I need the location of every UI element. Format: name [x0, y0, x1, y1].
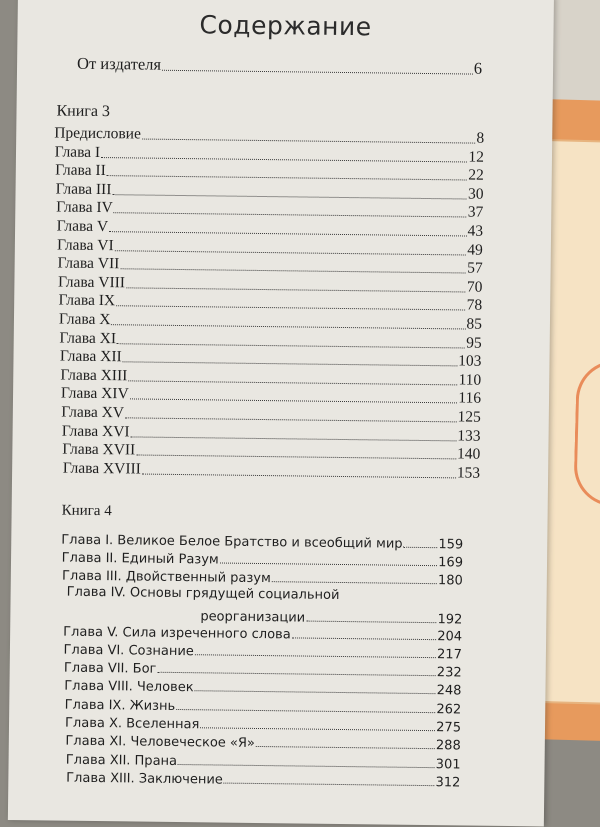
dot-leader	[178, 763, 435, 768]
toc-entry-page: 288	[435, 738, 461, 754]
toc-entry-label: Глава IX. Жизнь	[64, 697, 176, 714]
toc-entry-label: Глава XV	[61, 403, 125, 422]
dot-leader	[272, 580, 437, 584]
toc-entry-label: Глава XVI	[61, 422, 130, 440]
toc-entry-page: 248	[436, 683, 462, 699]
toc-entry-page: 153	[456, 464, 481, 482]
toc-entry-page: 116	[458, 389, 482, 408]
toc-entry-label: Глава IV	[56, 198, 113, 217]
toc-entry-label: Глава IV. Основы грядущей социальной	[66, 584, 340, 603]
dot-leader	[195, 689, 436, 694]
toc-entry-page: 57	[467, 259, 483, 277]
dot-leader	[220, 562, 437, 567]
dot-leader	[306, 620, 436, 624]
toc-entry-page: 169	[438, 555, 464, 571]
toc-entry-label: Глава XI. Человеческое «Я»	[65, 733, 256, 751]
toc-entry-page: 49	[467, 241, 483, 259]
toc-entry-label: Глава III	[55, 180, 112, 198]
toc-entry-page: 140	[456, 445, 481, 463]
dot-leader	[200, 726, 435, 731]
dot-leader	[112, 193, 467, 199]
dot-leader	[116, 305, 466, 311]
toc-entry-page: 232	[436, 665, 462, 681]
toc-entry-page: 133	[457, 426, 481, 445]
dot-leader	[128, 379, 457, 385]
dot-leader	[224, 782, 435, 787]
toc-entry-label: Глава VII	[57, 254, 120, 273]
toc-entry-label: От издателя	[76, 53, 162, 74]
toc-entry	[66, 769, 460, 791]
toc-entry-page: 204	[437, 629, 463, 645]
dot-leader	[130, 398, 458, 404]
dot-leader	[157, 671, 435, 676]
toc-entry-label: Глава XII. Прана	[65, 752, 178, 769]
toc-entry-page: 43	[467, 222, 484, 240]
page-title: Содержание	[199, 10, 372, 42]
toc-entry-label: Глава V. Сила изреченного слова	[63, 624, 291, 643]
toc-entry-page: 103	[458, 352, 482, 370]
dot-leader	[109, 230, 467, 236]
dot-leader	[136, 454, 456, 460]
dot-leader	[114, 212, 467, 218]
dot-leader	[115, 249, 467, 255]
dot-leader	[404, 546, 438, 548]
dot-leader	[195, 653, 436, 658]
toc-entry-label: Глава IX	[58, 291, 116, 310]
toc-entry-page: 275	[436, 720, 462, 736]
toc-entry-label: Глава XIII	[60, 366, 128, 385]
toc-entry-label: Глава XIV	[60, 384, 129, 403]
dot-leader	[125, 416, 457, 422]
dot-leader	[107, 174, 467, 180]
book4-heading: Книга 4	[61, 502, 112, 520]
dot-leader	[131, 435, 457, 441]
dot-leader	[256, 745, 435, 749]
dot-leader	[117, 342, 465, 348]
dot-leader	[176, 708, 435, 713]
toc-entry-label: Глава II	[55, 161, 106, 180]
dot-leader	[123, 360, 458, 366]
toc-entry-page: 85	[466, 315, 483, 333]
dot-leader	[111, 323, 465, 329]
toc-entry-label: Глава X	[58, 310, 111, 329]
toc-entry-label: Глава XVII	[62, 440, 136, 459]
toc-entry-page: 110	[458, 371, 482, 389]
toc-entry-label: Глава V	[56, 217, 109, 236]
toc-entry-label: Глава X. Вселенная	[64, 715, 200, 733]
toc-entry-label: Глава I. Великое Белое Братство и всеобщий мир	[61, 532, 403, 552]
toc-entry-label: Глава XI	[59, 329, 117, 347]
book3-heading: Книга 3	[56, 102, 111, 121]
toc-entry-label: Глава VII. Бог	[63, 660, 157, 677]
toc-entry	[65, 732, 461, 754]
toc-entry-label: Глава III. Двойственный разум	[61, 568, 271, 587]
toc-entry-page: 6	[473, 58, 483, 78]
toc-entry-label: Глава VI	[56, 236, 114, 254]
toc-entry-page: 22	[468, 166, 484, 184]
toc-entry-page: 159	[438, 537, 464, 553]
toc-entry-label: Глава VIII. Человек	[64, 678, 194, 696]
toc-entry-page: 8	[476, 129, 485, 147]
toc-entry	[63, 460, 481, 482]
dot-leader	[162, 69, 473, 75]
toc-entry-page: 70	[466, 278, 483, 296]
toc-entry-page: 125	[457, 408, 481, 426]
toc-entry	[64, 677, 461, 699]
toc-entry-label: Глава II. Единый Разум	[61, 550, 219, 568]
toc-entry-page: 30	[467, 185, 484, 203]
dot-leader	[120, 267, 466, 273]
toc-entry-page: 312	[435, 775, 461, 791]
dot-leader	[292, 636, 437, 640]
toc-entry-page: 262	[436, 702, 462, 718]
toc-entry-label: реорганизации	[200, 609, 306, 626]
toc-entry-publisher	[76, 53, 483, 79]
dot-leader	[142, 472, 456, 478]
toc-entry-page: 95	[466, 334, 482, 352]
toc-entry-label: Глава I	[54, 143, 101, 161]
toc-entry-label: Глава XIII. Заключение	[66, 770, 223, 788]
toc-entry-page: 78	[466, 296, 483, 315]
toc-entry-page: 301	[435, 757, 461, 773]
dot-leader	[142, 138, 476, 144]
toc-entry-page: 180	[437, 573, 463, 589]
toc-entry-label: Глава XVIII	[62, 459, 142, 478]
dot-leader	[126, 286, 466, 292]
toc-entry-page: 192	[437, 612, 463, 628]
book-page	[8, 0, 554, 826]
toc-entry-label: Глава VI. Сознание	[63, 642, 194, 660]
toc-entry-page: 217	[436, 647, 462, 663]
toc-entry-page: 37	[467, 203, 484, 222]
toc-entry-label: Глава XII	[59, 347, 122, 366]
toc-entry-label: Глава VIII	[57, 273, 126, 292]
dot-leader	[101, 156, 467, 162]
toc-entry-page: 12	[468, 148, 485, 166]
toc-entry-label: Предисловие	[54, 124, 142, 143]
